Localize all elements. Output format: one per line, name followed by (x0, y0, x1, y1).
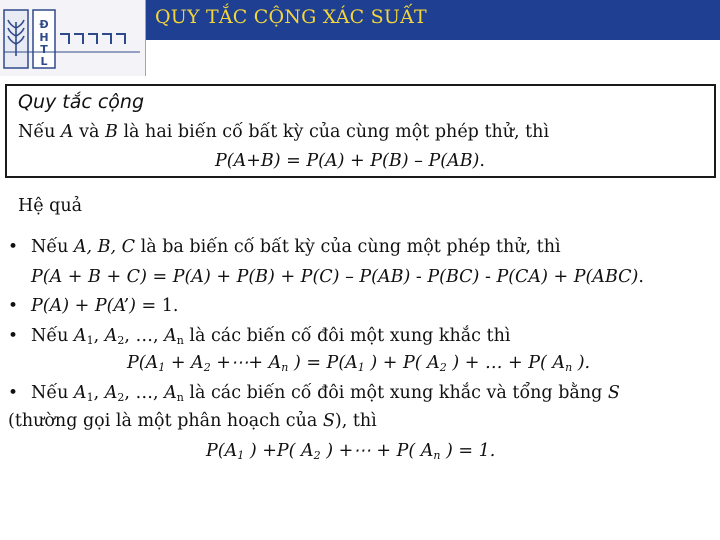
item3-line2 (127, 352, 590, 374)
formula-term: P(A’) (94, 296, 136, 316)
svg-text:L: L (40, 55, 48, 68)
subscript: 1 (86, 391, 94, 404)
subscript: 2 (117, 391, 125, 404)
formula-term: P(AB) (359, 267, 411, 287)
subscript: 1 (237, 449, 245, 462)
var: A (104, 326, 118, 346)
subscript: 2 (313, 449, 321, 462)
vars: A, B, C (73, 237, 136, 257)
item1-line2 (31, 266, 644, 288)
svg-text:T: T (40, 43, 48, 56)
formula-term: P(C) (300, 267, 340, 287)
formula: ) + P( A (364, 353, 440, 373)
formula-term: P(A) (306, 151, 345, 171)
var-b: B (105, 122, 118, 142)
subscript: 2 (439, 361, 447, 374)
item2 (31, 295, 178, 317)
formula: ) +⋯ + P( A (320, 441, 434, 461)
page-title: QUY TẮC CỘNG XÁC SUẤT (155, 6, 427, 28)
formula-term: P(A+B) (215, 151, 281, 171)
formula-op: = (146, 267, 173, 287)
text: Nếu (31, 383, 74, 403)
logo (0, 0, 146, 76)
formula-term: P(A) (31, 296, 70, 316)
bullet-icon: • (8, 383, 19, 403)
formula: +⋯+ A (210, 353, 282, 373)
formula-term: P(AB) (428, 151, 480, 171)
text: là các biến cố đôi một xung khắc và tổng bằng (183, 383, 608, 403)
item3-line1 (31, 325, 510, 347)
var: A (164, 383, 177, 403)
formula-op: + (210, 267, 237, 287)
formula-op: – (339, 267, 360, 287)
text: , …, (124, 326, 165, 346)
formula-op: + (69, 296, 95, 316)
text: là các biến cố đôi một xung khắc thì (183, 326, 511, 346)
formula: ) + … + P( A (446, 353, 566, 373)
formula-op: . (479, 151, 485, 171)
item1-line1 (31, 236, 561, 258)
var: S (322, 411, 335, 431)
text: và (73, 122, 106, 142)
formula-op: + (274, 267, 301, 287)
text: ), thì (334, 411, 377, 431)
formula-term: P(ABC) (573, 267, 639, 287)
formula: P(A (206, 441, 238, 461)
subscript: n (176, 391, 184, 404)
var: A (73, 383, 87, 403)
var: A (104, 383, 118, 403)
bullet-icon: • (8, 326, 19, 346)
formula-op: = 1. (135, 296, 179, 316)
text: là ba biến cố bất kỳ của cùng một phép thử, thì (135, 237, 561, 257)
var: A (73, 326, 87, 346)
text: là hai biến cố bất kỳ của cùng một phép thử, thì (117, 122, 550, 142)
bullet-icon: • (8, 237, 19, 257)
subscript: 2 (203, 361, 211, 374)
subscript: n (565, 361, 573, 374)
text: , …, (124, 383, 165, 403)
formula: ). (572, 353, 591, 373)
text: Nếu (31, 326, 74, 346)
text: (thường gọi là một phân hoạch của (8, 411, 323, 431)
var: A (164, 326, 177, 346)
formula: ) = 1. (440, 441, 496, 461)
formula-op: - (479, 267, 497, 287)
formula: ) +P( A (244, 441, 314, 461)
subscript: n (176, 334, 184, 347)
text: Nếu (31, 237, 74, 257)
svg-text:Đ: Đ (39, 18, 49, 31)
formula-term: P(B) (370, 151, 409, 171)
text: Nếu (18, 122, 61, 142)
formula-term: P(A) (172, 267, 211, 287)
rule-statement (18, 121, 549, 143)
formula: + A (165, 353, 204, 373)
bullet-icon: • (8, 296, 19, 316)
subscript: 2 (117, 334, 125, 347)
text: , (93, 383, 105, 403)
item4-line2 (8, 410, 377, 432)
subscript: 1 (158, 361, 166, 374)
formula-op: . (638, 267, 644, 287)
formula-op: = (280, 151, 307, 171)
formula: ) = P(A (288, 353, 358, 373)
subscript: n (433, 449, 441, 462)
subscript: n (281, 361, 289, 374)
svg-text:H: H (39, 31, 49, 44)
formula-term: P(CA) (496, 267, 548, 287)
formula-term: P(B) (236, 267, 275, 287)
var: S (607, 383, 620, 403)
formula-op: – (408, 151, 429, 171)
item4-line1 (31, 382, 620, 404)
logo-emblem (0, 0, 145, 76)
text: , (93, 326, 105, 346)
var-a: A (60, 122, 74, 142)
rule-formula (215, 150, 485, 172)
formula-op: + (547, 267, 574, 287)
formula-op: - (410, 267, 428, 287)
item4-line3 (206, 440, 495, 462)
subscript: 1 (86, 334, 94, 347)
formula-term: P(BC) (427, 267, 480, 287)
subscript: 1 (357, 361, 365, 374)
rule-heading: Quy tắc cộng (18, 91, 145, 113)
formula-op: + (344, 151, 371, 171)
corollary-heading: Hệ quả (18, 196, 83, 216)
formula: P(A (127, 353, 159, 373)
formula-term: P(A + B + C) (31, 267, 147, 287)
